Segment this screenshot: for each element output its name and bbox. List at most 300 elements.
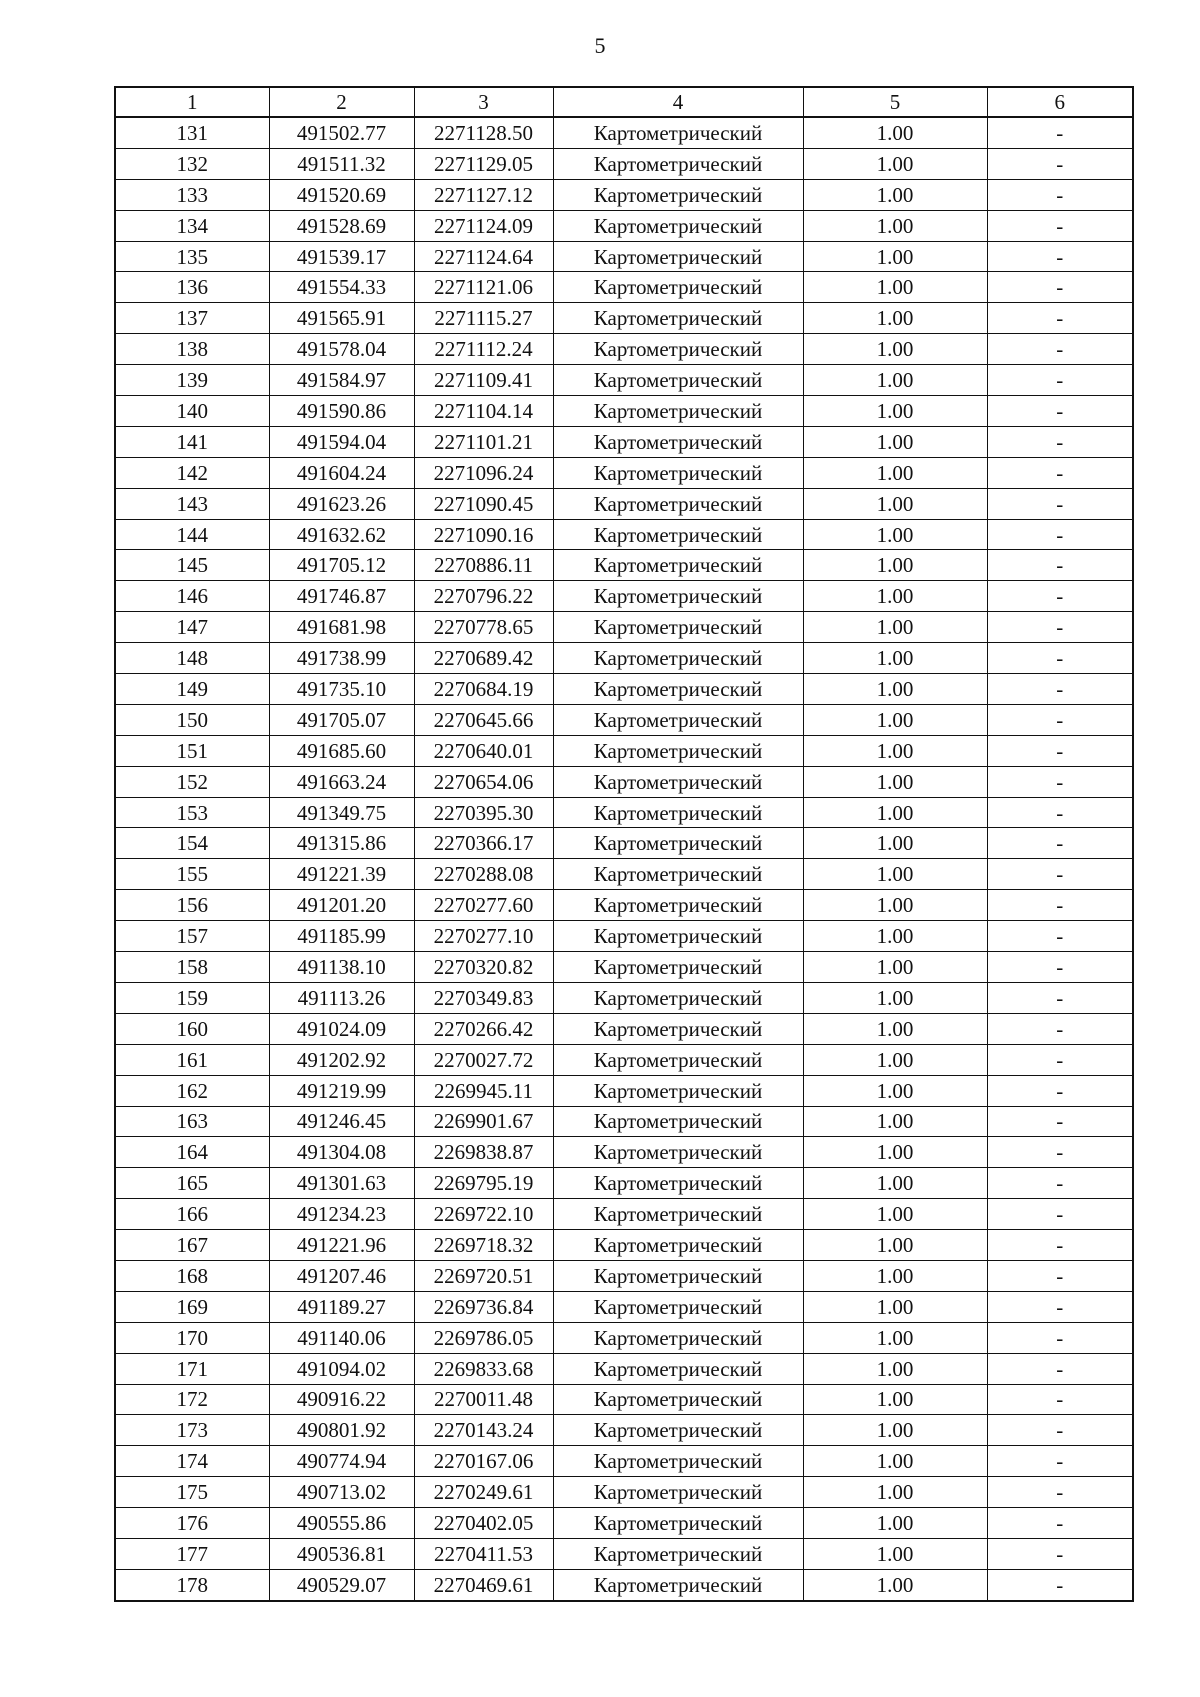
y-coordinate-cell: 2269838.87 — [414, 1137, 553, 1168]
table-row — [115, 1384, 1133, 1415]
x-coordinate-cell: 491594.04 — [269, 426, 414, 457]
note-cell: - — [987, 1260, 1133, 1291]
table-row — [115, 1477, 1133, 1508]
y-coordinate-cell: 2270640.01 — [414, 735, 553, 766]
table-row — [115, 1353, 1133, 1384]
note-cell: - — [987, 1199, 1133, 1230]
method-cell: Картометрический — [553, 1415, 803, 1446]
y-coordinate-cell: 2271124.64 — [414, 241, 553, 272]
x-coordinate-cell: 490916.22 — [269, 1384, 414, 1415]
x-coordinate-cell: 491632.62 — [269, 519, 414, 550]
method-cell: Картометрический — [553, 426, 803, 457]
method-cell: Картометрический — [553, 1106, 803, 1137]
point-number-cell: 161 — [115, 1044, 269, 1075]
note-cell: - — [987, 1106, 1133, 1137]
note-cell: - — [987, 982, 1133, 1013]
x-coordinate-cell: 490529.07 — [269, 1569, 414, 1600]
note-cell: - — [987, 1415, 1133, 1446]
table-row — [115, 148, 1133, 179]
method-cell: Картометрический — [553, 1538, 803, 1569]
point-number-cell: 178 — [115, 1569, 269, 1600]
method-cell: Картометрический — [553, 1168, 803, 1199]
point-number-cell: 135 — [115, 241, 269, 272]
note-cell: - — [987, 1508, 1133, 1539]
y-coordinate-cell: 2269718.32 — [414, 1230, 553, 1261]
x-coordinate-cell: 491539.17 — [269, 241, 414, 272]
table-row — [115, 1508, 1133, 1539]
method-cell: Картометрический — [553, 1446, 803, 1477]
method-cell: Картометрический — [553, 952, 803, 983]
table-row — [115, 1168, 1133, 1199]
x-coordinate-cell: 491024.09 — [269, 1013, 414, 1044]
table-row — [115, 334, 1133, 365]
x-coordinate-cell: 491315.86 — [269, 828, 414, 859]
x-coordinate-cell: 491301.63 — [269, 1168, 414, 1199]
point-number-cell: 156 — [115, 890, 269, 921]
method-cell: Картометрический — [553, 674, 803, 705]
x-coordinate-cell: 491221.39 — [269, 859, 414, 890]
note-cell: - — [987, 426, 1133, 457]
method-cell: Картометрический — [553, 1477, 803, 1508]
table-row — [115, 921, 1133, 952]
y-coordinate-cell: 2270395.30 — [414, 797, 553, 828]
accuracy-cell: 1.00 — [803, 457, 987, 488]
table-header-row — [115, 87, 1133, 117]
note-cell: - — [987, 148, 1133, 179]
accuracy-cell: 1.00 — [803, 982, 987, 1013]
point-number-cell: 164 — [115, 1137, 269, 1168]
note-cell: - — [987, 1013, 1133, 1044]
point-number-cell: 144 — [115, 519, 269, 550]
note-cell: - — [987, 828, 1133, 859]
y-coordinate-cell: 2271090.45 — [414, 488, 553, 519]
method-cell: Картометрический — [553, 1569, 803, 1600]
accuracy-cell: 1.00 — [803, 952, 987, 983]
note-cell: - — [987, 1538, 1133, 1569]
y-coordinate-cell: 2270684.19 — [414, 674, 553, 705]
y-coordinate-cell: 2270266.42 — [414, 1013, 553, 1044]
note-cell: - — [987, 117, 1133, 148]
y-coordinate-cell: 2271096.24 — [414, 457, 553, 488]
method-cell: Картометрический — [553, 488, 803, 519]
accuracy-cell: 1.00 — [803, 612, 987, 643]
x-coordinate-cell: 491219.99 — [269, 1075, 414, 1106]
note-cell: - — [987, 1477, 1133, 1508]
table-row — [115, 1013, 1133, 1044]
method-cell: Картометрический — [553, 859, 803, 890]
x-coordinate-cell: 491565.91 — [269, 303, 414, 334]
table-row — [115, 1199, 1133, 1230]
y-coordinate-cell: 2270320.82 — [414, 952, 553, 983]
table-row — [115, 179, 1133, 210]
note-cell: - — [987, 334, 1133, 365]
method-cell: Картометрический — [553, 1199, 803, 1230]
point-number-cell: 146 — [115, 581, 269, 612]
method-cell: Картометрический — [553, 982, 803, 1013]
note-cell: - — [987, 581, 1133, 612]
y-coordinate-cell: 2270654.06 — [414, 766, 553, 797]
table-body — [115, 117, 1133, 1601]
point-number-cell: 176 — [115, 1508, 269, 1539]
note-cell: - — [987, 674, 1133, 705]
point-number-cell: 162 — [115, 1075, 269, 1106]
y-coordinate-cell: 2271112.24 — [414, 334, 553, 365]
x-coordinate-cell: 490713.02 — [269, 1477, 414, 1508]
x-coordinate-cell: 491349.75 — [269, 797, 414, 828]
point-number-cell: 132 — [115, 148, 269, 179]
column-header: 1 — [115, 87, 269, 117]
note-cell: - — [987, 210, 1133, 241]
point-number-cell: 143 — [115, 488, 269, 519]
x-coordinate-cell: 491304.08 — [269, 1137, 414, 1168]
note-cell: - — [987, 921, 1133, 952]
note-cell: - — [987, 303, 1133, 334]
y-coordinate-cell: 2269945.11 — [414, 1075, 553, 1106]
point-number-cell: 169 — [115, 1291, 269, 1322]
x-coordinate-cell: 491528.69 — [269, 210, 414, 241]
accuracy-cell: 1.00 — [803, 1075, 987, 1106]
y-coordinate-cell: 2270796.22 — [414, 581, 553, 612]
point-number-cell: 137 — [115, 303, 269, 334]
x-coordinate-cell: 491221.96 — [269, 1230, 414, 1261]
method-cell: Картометрический — [553, 1260, 803, 1291]
accuracy-cell: 1.00 — [803, 674, 987, 705]
method-cell: Картометрический — [553, 1137, 803, 1168]
point-number-cell: 166 — [115, 1199, 269, 1230]
point-number-cell: 151 — [115, 735, 269, 766]
note-cell: - — [987, 550, 1133, 581]
point-number-cell: 170 — [115, 1322, 269, 1353]
x-coordinate-cell: 490774.94 — [269, 1446, 414, 1477]
x-coordinate-cell: 491140.06 — [269, 1322, 414, 1353]
point-number-cell: 145 — [115, 550, 269, 581]
x-coordinate-cell: 491554.33 — [269, 272, 414, 303]
method-cell: Картометрический — [553, 272, 803, 303]
table-row — [115, 1569, 1133, 1600]
y-coordinate-cell: 2270277.60 — [414, 890, 553, 921]
x-coordinate-cell: 491584.97 — [269, 365, 414, 396]
method-cell: Картометрический — [553, 643, 803, 674]
note-cell: - — [987, 859, 1133, 890]
y-coordinate-cell: 2269720.51 — [414, 1260, 553, 1291]
method-cell: Картометрический — [553, 148, 803, 179]
accuracy-cell: 1.00 — [803, 859, 987, 890]
point-number-cell: 168 — [115, 1260, 269, 1291]
note-cell: - — [987, 488, 1133, 519]
x-coordinate-cell: 491520.69 — [269, 179, 414, 210]
note-cell: - — [987, 797, 1133, 828]
table-row — [115, 519, 1133, 550]
y-coordinate-cell: 2270249.61 — [414, 1477, 553, 1508]
table-row — [115, 1075, 1133, 1106]
accuracy-cell: 1.00 — [803, 1106, 987, 1137]
point-number-cell: 175 — [115, 1477, 269, 1508]
x-coordinate-cell: 491185.99 — [269, 921, 414, 952]
column-header: 6 — [987, 87, 1133, 117]
y-coordinate-cell: 2270277.10 — [414, 921, 553, 952]
method-cell: Картометрический — [553, 1044, 803, 1075]
x-coordinate-cell: 491511.32 — [269, 148, 414, 179]
note-cell: - — [987, 519, 1133, 550]
method-cell: Картометрический — [553, 210, 803, 241]
table-row — [115, 396, 1133, 427]
method-cell: Картометрический — [553, 1291, 803, 1322]
accuracy-cell: 1.00 — [803, 179, 987, 210]
accuracy-cell: 1.00 — [803, 1137, 987, 1168]
y-coordinate-cell: 2270288.08 — [414, 859, 553, 890]
note-cell: - — [987, 241, 1133, 272]
x-coordinate-cell: 490801.92 — [269, 1415, 414, 1446]
x-coordinate-cell: 491590.86 — [269, 396, 414, 427]
accuracy-cell: 1.00 — [803, 797, 987, 828]
table-row — [115, 1106, 1133, 1137]
note-cell: - — [987, 179, 1133, 210]
accuracy-cell: 1.00 — [803, 1199, 987, 1230]
accuracy-cell: 1.00 — [803, 426, 987, 457]
method-cell: Картометрический — [553, 519, 803, 550]
note-cell: - — [987, 766, 1133, 797]
y-coordinate-cell: 2271090.16 — [414, 519, 553, 550]
note-cell: - — [987, 1322, 1133, 1353]
point-number-cell: 167 — [115, 1230, 269, 1261]
accuracy-cell: 1.00 — [803, 1044, 987, 1075]
accuracy-cell: 1.00 — [803, 148, 987, 179]
accuracy-cell: 1.00 — [803, 519, 987, 550]
method-cell: Картометрический — [553, 334, 803, 365]
accuracy-cell: 1.00 — [803, 365, 987, 396]
table-row — [115, 1322, 1133, 1353]
accuracy-cell: 1.00 — [803, 828, 987, 859]
note-cell: - — [987, 1230, 1133, 1261]
x-coordinate-cell: 491189.27 — [269, 1291, 414, 1322]
accuracy-cell: 1.00 — [803, 272, 987, 303]
y-coordinate-cell: 2269786.05 — [414, 1322, 553, 1353]
column-header: 2 — [269, 87, 414, 117]
method-cell: Картометрический — [553, 1508, 803, 1539]
note-cell: - — [987, 365, 1133, 396]
point-number-cell: 152 — [115, 766, 269, 797]
y-coordinate-cell: 2271128.50 — [414, 117, 553, 148]
accuracy-cell: 1.00 — [803, 735, 987, 766]
accuracy-cell: 1.00 — [803, 241, 987, 272]
note-cell: - — [987, 890, 1133, 921]
column-header: 4 — [553, 87, 803, 117]
accuracy-cell: 1.00 — [803, 921, 987, 952]
x-coordinate-cell: 491738.99 — [269, 643, 414, 674]
y-coordinate-cell: 2269795.19 — [414, 1168, 553, 1199]
table-row — [115, 797, 1133, 828]
method-cell: Картометрический — [553, 581, 803, 612]
table-row — [115, 1538, 1133, 1569]
accuracy-cell: 1.00 — [803, 1446, 987, 1477]
note-cell: - — [987, 612, 1133, 643]
method-cell: Картометрический — [553, 735, 803, 766]
method-cell: Картометрический — [553, 1075, 803, 1106]
point-number-cell: 139 — [115, 365, 269, 396]
x-coordinate-cell: 491663.24 — [269, 766, 414, 797]
table-row — [115, 735, 1133, 766]
y-coordinate-cell: 2269901.67 — [414, 1106, 553, 1137]
point-number-cell: 142 — [115, 457, 269, 488]
point-number-cell: 149 — [115, 674, 269, 705]
accuracy-cell: 1.00 — [803, 1508, 987, 1539]
note-cell: - — [987, 1446, 1133, 1477]
point-number-cell: 157 — [115, 921, 269, 952]
point-number-cell: 171 — [115, 1353, 269, 1384]
note-cell: - — [987, 396, 1133, 427]
y-coordinate-cell: 2271124.09 — [414, 210, 553, 241]
accuracy-cell: 1.00 — [803, 396, 987, 427]
y-coordinate-cell: 2270886.11 — [414, 550, 553, 581]
y-coordinate-cell: 2271121.06 — [414, 272, 553, 303]
point-number-cell: 163 — [115, 1106, 269, 1137]
note-cell: - — [987, 457, 1133, 488]
y-coordinate-cell: 2271104.14 — [414, 396, 553, 427]
x-coordinate-cell: 490536.81 — [269, 1538, 414, 1569]
note-cell: - — [987, 1137, 1133, 1168]
point-number-cell: 150 — [115, 704, 269, 735]
note-cell: - — [987, 1044, 1133, 1075]
accuracy-cell: 1.00 — [803, 117, 987, 148]
y-coordinate-cell: 2270469.61 — [414, 1569, 553, 1600]
accuracy-cell: 1.00 — [803, 334, 987, 365]
accuracy-cell: 1.00 — [803, 704, 987, 735]
x-coordinate-cell: 491207.46 — [269, 1260, 414, 1291]
method-cell: Картометрический — [553, 303, 803, 334]
accuracy-cell: 1.00 — [803, 1415, 987, 1446]
y-coordinate-cell: 2271101.21 — [414, 426, 553, 457]
table-row — [115, 952, 1133, 983]
note-cell: - — [987, 704, 1133, 735]
x-coordinate-cell: 490555.86 — [269, 1508, 414, 1539]
x-coordinate-cell: 491681.98 — [269, 612, 414, 643]
method-cell: Картометрический — [553, 1353, 803, 1384]
table-row — [115, 1137, 1133, 1168]
note-cell: - — [987, 1569, 1133, 1600]
method-cell: Картометрический — [553, 1013, 803, 1044]
point-number-cell: 134 — [115, 210, 269, 241]
x-coordinate-cell: 491234.23 — [269, 1199, 414, 1230]
column-header: 3 — [414, 87, 553, 117]
table-row — [115, 550, 1133, 581]
method-cell: Картометрический — [553, 550, 803, 581]
y-coordinate-cell: 2271129.05 — [414, 148, 553, 179]
accuracy-cell: 1.00 — [803, 890, 987, 921]
point-number-cell: 160 — [115, 1013, 269, 1044]
y-coordinate-cell: 2270366.17 — [414, 828, 553, 859]
point-number-cell: 159 — [115, 982, 269, 1013]
table-row — [115, 426, 1133, 457]
accuracy-cell: 1.00 — [803, 1291, 987, 1322]
accuracy-cell: 1.00 — [803, 1168, 987, 1199]
x-coordinate-cell: 491113.26 — [269, 982, 414, 1013]
method-cell: Картометрический — [553, 396, 803, 427]
accuracy-cell: 1.00 — [803, 303, 987, 334]
table-row — [115, 272, 1133, 303]
accuracy-cell: 1.00 — [803, 766, 987, 797]
method-cell: Картометрический — [553, 890, 803, 921]
accuracy-cell: 1.00 — [803, 1384, 987, 1415]
point-number-cell: 138 — [115, 334, 269, 365]
accuracy-cell: 1.00 — [803, 643, 987, 674]
y-coordinate-cell: 2271109.41 — [414, 365, 553, 396]
x-coordinate-cell: 491685.60 — [269, 735, 414, 766]
y-coordinate-cell: 2270778.65 — [414, 612, 553, 643]
y-coordinate-cell: 2270167.06 — [414, 1446, 553, 1477]
accuracy-cell: 1.00 — [803, 1477, 987, 1508]
method-cell: Картометрический — [553, 1322, 803, 1353]
method-cell: Картометрический — [553, 241, 803, 272]
x-coordinate-cell: 491094.02 — [269, 1353, 414, 1384]
point-number-cell: 136 — [115, 272, 269, 303]
y-coordinate-cell: 2269736.84 — [414, 1291, 553, 1322]
point-number-cell: 174 — [115, 1446, 269, 1477]
x-coordinate-cell: 491246.45 — [269, 1106, 414, 1137]
point-number-cell: 140 — [115, 396, 269, 427]
y-coordinate-cell: 2270402.05 — [414, 1508, 553, 1539]
accuracy-cell: 1.00 — [803, 1013, 987, 1044]
y-coordinate-cell: 2270411.53 — [414, 1538, 553, 1569]
x-coordinate-cell: 491705.07 — [269, 704, 414, 735]
y-coordinate-cell: 2271115.27 — [414, 303, 553, 334]
method-cell: Картометрический — [553, 1384, 803, 1415]
table-row — [115, 704, 1133, 735]
note-cell: - — [987, 272, 1133, 303]
note-cell: - — [987, 1168, 1133, 1199]
table-row — [115, 859, 1133, 890]
table-row — [115, 1044, 1133, 1075]
table-row — [115, 1415, 1133, 1446]
x-coordinate-cell: 491138.10 — [269, 952, 414, 983]
accuracy-cell: 1.00 — [803, 1538, 987, 1569]
accuracy-cell: 1.00 — [803, 1353, 987, 1384]
table-row — [115, 241, 1133, 272]
note-cell: - — [987, 735, 1133, 766]
column-header: 5 — [803, 87, 987, 117]
table-row — [115, 1446, 1133, 1477]
x-coordinate-cell: 491502.77 — [269, 117, 414, 148]
table-row — [115, 890, 1133, 921]
method-cell: Картометрический — [553, 457, 803, 488]
table-row — [115, 982, 1133, 1013]
point-number-cell: 154 — [115, 828, 269, 859]
coordinates-table — [114, 86, 1134, 1602]
table-row — [115, 674, 1133, 705]
point-number-cell: 141 — [115, 426, 269, 457]
table-row — [115, 1260, 1133, 1291]
y-coordinate-cell: 2270143.24 — [414, 1415, 553, 1446]
y-coordinate-cell: 2270349.83 — [414, 982, 553, 1013]
x-coordinate-cell: 491578.04 — [269, 334, 414, 365]
method-cell: Картометрический — [553, 117, 803, 148]
table-row — [115, 1291, 1133, 1322]
method-cell: Картометрический — [553, 179, 803, 210]
accuracy-cell: 1.00 — [803, 1260, 987, 1291]
accuracy-cell: 1.00 — [803, 550, 987, 581]
method-cell: Картометрический — [553, 766, 803, 797]
point-number-cell: 133 — [115, 179, 269, 210]
y-coordinate-cell: 2270027.72 — [414, 1044, 553, 1075]
method-cell: Картометрический — [553, 797, 803, 828]
note-cell: - — [987, 1075, 1133, 1106]
point-number-cell: 173 — [115, 1415, 269, 1446]
table-row — [115, 303, 1133, 334]
y-coordinate-cell: 2270689.42 — [414, 643, 553, 674]
table-row — [115, 457, 1133, 488]
y-coordinate-cell: 2271127.12 — [414, 179, 553, 210]
point-number-cell: 148 — [115, 643, 269, 674]
x-coordinate-cell: 491735.10 — [269, 674, 414, 705]
